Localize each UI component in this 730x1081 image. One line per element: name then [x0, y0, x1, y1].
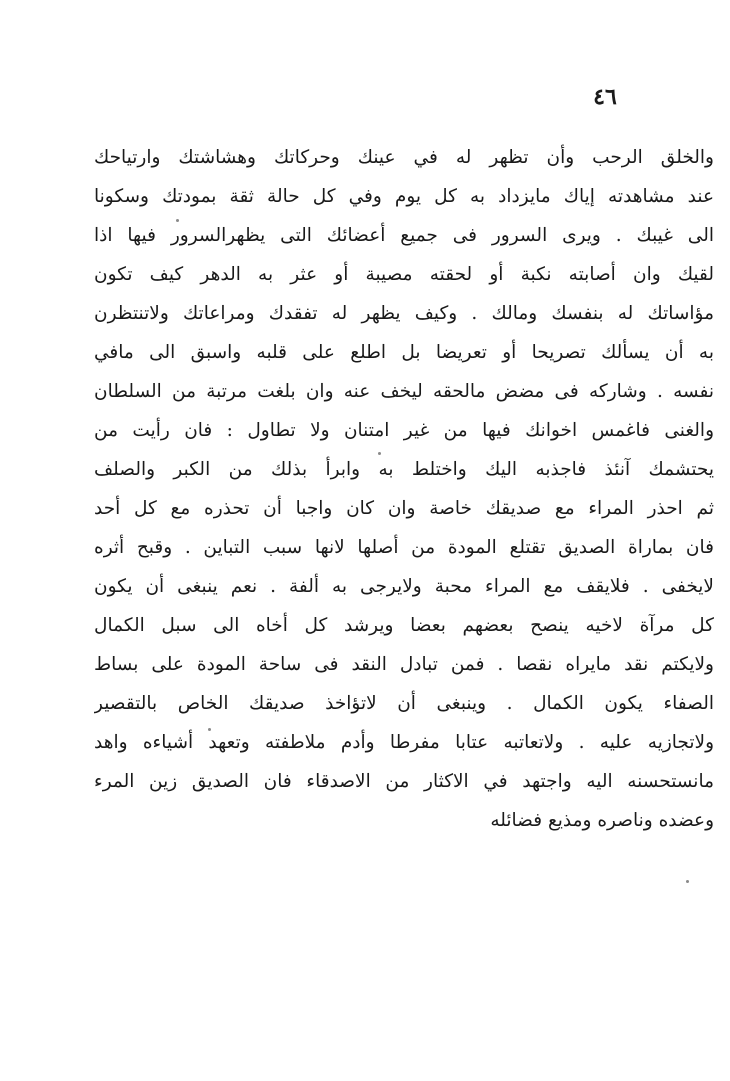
text-line: مانستحسنه اليه واجتهد في الاكثار من الاصدقاء فان الصديق زين المرء: [94, 771, 714, 792]
text-line: ولاتجازيه عليه . ولاتعاتبه عتابا مفرطا وأدم ملاطفته وتعهد أشياءه واهد: [94, 732, 714, 753]
text-line: كل مرآة لاخيه ينصح بعضهم بعضا ويرشد كل أخاه الى سبل الكمال: [94, 615, 714, 636]
paper-speck: [176, 219, 179, 222]
paper-speck: [378, 452, 381, 455]
text-line: نفسه . وشاركه فى مضض مالحقه ليخف عنه وان بلغت مرتبة من السلطان: [94, 381, 714, 402]
text-line: وعضده وناصره ومذيع فضائله: [490, 810, 714, 831]
paper-speck: [208, 728, 211, 731]
text-line: به أن يسألك تصريحا أو تعريضا بل اطلع على قلبه واسبق الى مافي: [94, 342, 714, 363]
text-line: ولايكتم نقد مايراه نقصا . فمن تبادل النقد فى ساحة المودة على بساط: [94, 654, 714, 675]
page-number: ٤٦: [593, 84, 617, 110]
text-line: ثم احذر المراء مع صديقك خاصة وان كان واجبا أن تحذره مع كل أحد: [94, 498, 714, 519]
body-text: [94, 138, 714, 840]
text-line: لايخفى . فلايقف مع المراء محبة ولايرجى به ألفة . نعم ينبغى أن يكون: [94, 576, 714, 597]
text-line: والغنى فاغمس اخوانك فيها من غير امتنان ولا تطاول : فان رأيت من: [94, 420, 714, 441]
text-line: الى غيبك . ويرى السرور فى جميع أعضائك التى يظهرالسرور فيها اذا: [94, 225, 714, 246]
text-line: عند مشاهدته إياك مايزداد به كل يوم وفي كل حالة ثقة بمودتك وسكونا: [94, 186, 714, 207]
text-line: مؤاساتك له بنفسك ومالك . وكيف يظهر له تفقدك ومراعاتك ولاتنتظرن: [94, 303, 714, 324]
paper-speck: [686, 880, 689, 883]
text-line: فان بماراة الصديق تقتلع المودة من أصلها لانها سبب التباين . وقبح أثره: [94, 537, 714, 558]
text-line: لقيك وان أصابته نكبة أو لحقته مصيبة أو عثر به الدهر كيف تكون: [94, 264, 714, 285]
text-line: والخلق الرحب وأن تظهر له في عينك وحركاتك وهشاشتك وارتياحك: [94, 147, 714, 168]
text-line: الصفاء يكون الكمال . وينبغى أن لاتؤاخذ صديقك الخاص بالتقصير: [94, 693, 714, 714]
text-line: يحتشمك آنئذ فاجذبه اليك واختلط به وابرأ بذلك من الكبر والصلف: [94, 459, 714, 480]
